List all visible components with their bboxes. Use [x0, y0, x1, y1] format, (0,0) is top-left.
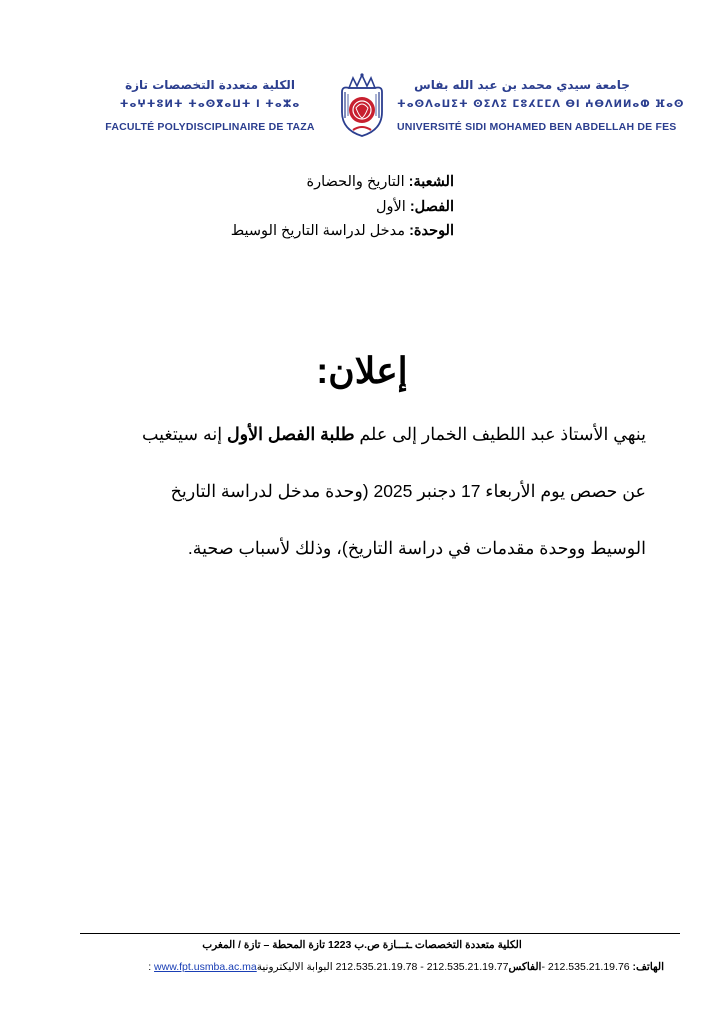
phone-number: 212.535.21.19.76 -	[541, 961, 633, 973]
footer-address: الكلية متعددة التخصصات ـتـــازة ص.ب 1223 تازة المحطة – تازة / المغرب	[202, 939, 522, 951]
university-name-french: UNIVERSITÉ SIDI MOHAMED BEN ABDELLAH DE FES	[397, 121, 677, 133]
semester-line	[376, 199, 454, 215]
announcement-title: إعلان:	[316, 350, 408, 391]
announcement-line-1	[142, 424, 646, 445]
branch-line	[307, 174, 454, 190]
faculty-name-tifinagh: ⵜⴰⵖⵜⵓⵍⵜ ⵜⴰⵙⴳⴰⵡⵜ ⵏ ⵜⴰⵣⴰ	[119, 99, 301, 110]
faculty-name-french: FACULTÉ POLYDISCIPLINAIRE DE TAZA	[105, 121, 315, 133]
footer-divider	[80, 933, 680, 934]
semester-label: الفصل:	[409, 199, 454, 215]
branch-value: التاريخ والحضارة	[306, 174, 409, 190]
announcement-line-3: الوسيط ووحدة مقدمات في دراسة التاريخ)، وذلك لأسباب صحية.	[187, 538, 646, 558]
fax-label: الفاكس	[508, 961, 542, 973]
branch-label: الشعبة:	[408, 174, 454, 190]
website-link[interactable]: www.fpt.usmba.ac.ma	[154, 961, 257, 973]
university-seal-logo	[337, 72, 387, 138]
line1-text-c: إنه سيتغيب	[141, 424, 227, 444]
announcement-line-2: عن حصص يوم الأربعاء 17 دجنبر 2025 (وحدة مدخل لدراسة التاريخ	[170, 481, 646, 501]
footer-trailing: :	[148, 961, 155, 973]
semester-value: الأول	[375, 199, 410, 215]
module-line	[231, 223, 454, 239]
university-name-tifinagh: ⵜⴰⵙⴷⴰⵡⵉⵜ ⵙⵉⴷⵉ ⵎⵓⵃⵎⵎⴷ ⴱⵏ ⵄⴱⴷⵍⵍⴰⵀ ⴼⴰⵙ	[397, 99, 685, 110]
module-value: مدخل لدراسة التاريخ الوسيط	[230, 223, 410, 239]
footer-contact	[148, 961, 664, 973]
portal-label: البوابة الاليكترونية	[256, 961, 333, 973]
module-label: الوحدة:	[409, 223, 454, 239]
line1-emphasis: طلبة الفصل الأول	[226, 424, 355, 444]
phone-label: الهاتف:	[632, 961, 664, 973]
fax-number: 212.535.21.19.77 - 212.535.21.19.78	[332, 961, 509, 973]
line1-text-a: ينهي الأستاذ عبد اللطيف الخمار إلى علم	[354, 424, 646, 444]
faculty-name-arabic: الكلية متعددة التخصصات تازة	[125, 78, 295, 92]
university-name-arabic: جامعة سيدي محمد بن عبد الله بفاس	[414, 78, 630, 92]
seal-crown-icon	[349, 73, 375, 88]
